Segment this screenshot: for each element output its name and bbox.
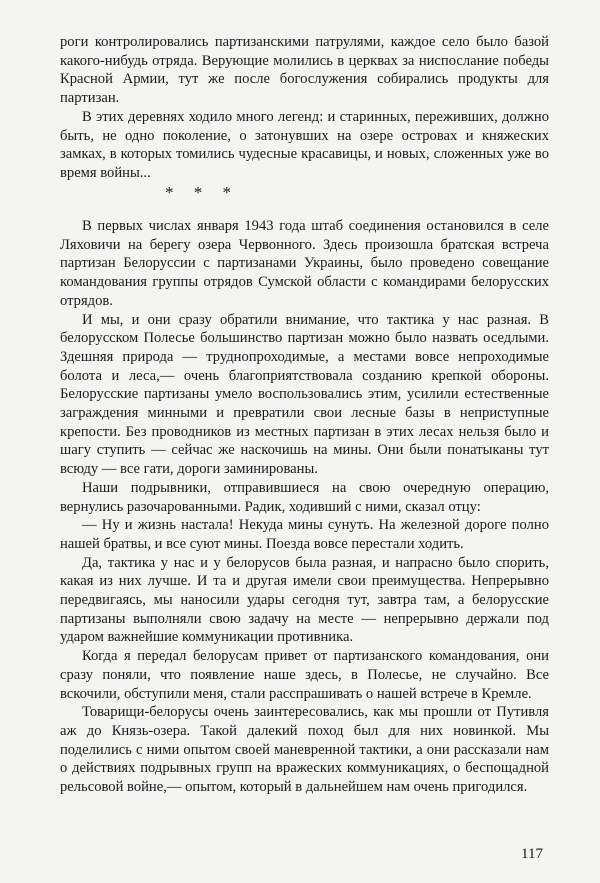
page-number: 117 <box>521 846 543 862</box>
paragraph: В первых числах января 1943 года штаб соединения остановился в селе Ляховичи на берегу озера Червонного. Здесь произошла братская встреча партизан Белоруссии с партизанами Украины, было проведено совещание командования группы отрядов Сумской области с командирами белорусских отрядов. <box>60 218 549 309</box>
paragraph: Наши подрывники, отправившиеся на свою очередную операцию, вернулись разочарованными. Радик, ходивший с ними, сказал отцу: <box>60 479 549 515</box>
text-block-main <box>60 217 549 797</box>
paragraph: роги контролировались партизанскими патрулями, каждое село было базой какого-нибудь отряда. Верующие молились в церквах за ниспослание победы Красной Армии, тут же после богослужения собирались продукты для партизан. <box>60 34 549 107</box>
paragraph: — Ну и жизнь настала! Некуда мины сунуть. На железной дороге полно нашей братвы, и все суют мины. Поезда вовсе перестали ходить. <box>60 517 549 552</box>
paragraph: И мы, и они сразу обратили внимание, что тактика у нас разная. В белорусском Полесье большинство партизан можно было назвать оседлыми. Здешняя природа — труднопроходимые, а местами вовсе непроходимые болота и леса,— очень благоприятствовала созданию крепкой обороны. Белорусские партизаны умело воспользовались этим, усилили естественные заграждения минными и превратили свои лесные базы в неприступные крепости. Без проводников из местных партизан в этих лесах нельзя было и шагу ступить — сейчас же наскочишь на мины. Они были понатыканы тут всюду — все гати, дороги заминированы. <box>60 311 549 478</box>
paragraph: В этих деревнях ходило много легенд: и старинных, пережившиx, должно быть, не одно поколение, о затонувших на озере островах и княжеских замках, в которых томились чудесные красавицы, и новых, сложенных уже во время войны... <box>60 108 549 181</box>
paragraph: Когда я передал белорусам привет от партизанского командования, они сразу поняли, что появление наше здесь, в Полесье, не случайно. Все вскочили, обступили меня, стали расспрашивать о нашей встрече в Кремле. <box>60 648 549 702</box>
text-block-top <box>60 33 549 183</box>
section-separator: * * * <box>165 183 239 202</box>
paragraph: Да, тактика у нас и у белорусов была разная, и напрасно было спорить, какая из них лучше. И та и другая имели свои преимущества. Непрерывно передвигаясь, мы наносили удары сегодня тут, завтра там, а белорусские партизаны выполняли свою задачу на месте — непрерывно держали под ударом важнейшие коммуникации противника. <box>60 554 549 646</box>
paragraph: Товарищи-белорусы очень заинтересовались, как мы прошли от Путивля аж до Князь-озера. Такой далекий поход был для них новинкой. Мы поделились с ними опытом своей маневренной тактики, а они рассказали нам о действиях подрывных групп на вражеских коммуникациях, о беспощадной рельсовой войне,— опытом, который в дальнейшем нам очень пригодился. <box>60 704 549 796</box>
